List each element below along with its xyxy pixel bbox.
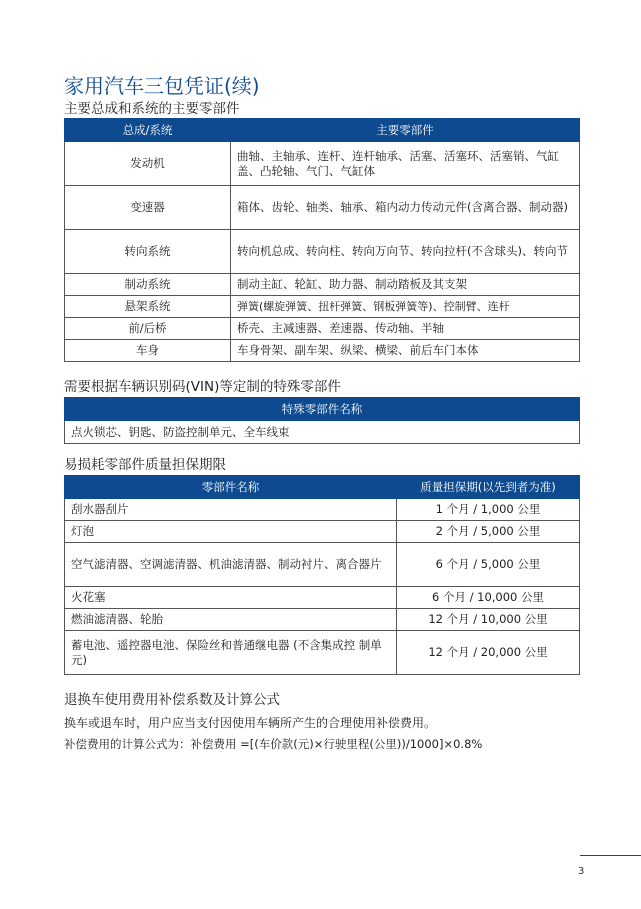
table-row <box>65 543 580 587</box>
system-cell: 悬架系统 <box>65 296 231 318</box>
parts-cell: 弹簧(螺旋弹簧、扭杆弹簧、钢板弹簧等)、控制臂、连杆 <box>231 296 580 318</box>
special-parts-table <box>64 397 580 444</box>
parts-cell: 制动主缸、轮缸、助力器、制动踏板及其支架 <box>231 274 580 296</box>
table-row <box>65 340 580 362</box>
part-name-cell: 蓄电池、遥控器电池、保险丝和普通继电器 (不含集成控 制单元) <box>65 631 397 675</box>
warranty-cell: 1 个月 / 1,000 公里 <box>397 499 580 521</box>
section-heading-main-parts: 主要总成和系统的主要零部件 <box>64 101 240 117</box>
column-header: 零部件名称 <box>65 476 397 499</box>
warranty-cell: 2 个月 / 5,000 公里 <box>397 521 580 543</box>
table-row <box>65 230 580 274</box>
parts-cell: 转向机总成、转向柱、转向万向节、转向拉杆(不含球头)、转向节 <box>231 230 580 274</box>
table-row <box>65 421 580 444</box>
part-name-cell: 刮水器刮片 <box>65 499 397 521</box>
table-row <box>65 521 580 543</box>
system-cell: 变速器 <box>65 186 231 230</box>
system-cell: 发动机 <box>65 142 231 186</box>
table-row <box>65 274 580 296</box>
system-cell: 前/后桥 <box>65 318 231 340</box>
column-header: 总成/系统 <box>65 119 231 142</box>
part-name-cell: 灯泡 <box>65 521 397 543</box>
table-row <box>65 318 580 340</box>
compensation-text: 换车或退车时，用户应当支付因使用车辆所产生的合理使用补偿费用。 <box>64 716 437 730</box>
column-header: 特殊零部件名称 <box>65 398 580 421</box>
table-row <box>65 609 580 631</box>
main-parts-table <box>64 118 580 362</box>
compensation-formula: 补偿费用的计算公式为：补偿费用 =[(车价款(元)×行驶里程(公里))/1000]×0.8% <box>64 737 483 751</box>
section-heading-compensation: 退换车使用费用补偿系数及计算公式 <box>64 692 280 708</box>
table-row <box>65 142 580 186</box>
table-row <box>65 499 580 521</box>
wear-parts-table <box>64 475 580 675</box>
section-heading-wear-parts: 易损耗零部件质量担保期限 <box>64 457 226 473</box>
table-row <box>65 587 580 609</box>
page-number: 3 <box>578 866 585 877</box>
table-row <box>65 631 580 675</box>
warranty-cell: 12 个月 / 20,000 公里 <box>397 631 580 675</box>
table-header-row <box>65 119 580 142</box>
table-header-row <box>65 398 580 421</box>
part-name-cell: 空气滤清器、空调滤清器、机油滤清器、制动衬片、离合器片 <box>65 543 397 587</box>
table-row <box>65 296 580 318</box>
part-name-cell: 火花塞 <box>65 587 397 609</box>
section-heading-special-parts: 需要根据车辆识别码(VIN)等定制的特殊零部件 <box>64 379 341 395</box>
warranty-cell: 12 个月 / 10,000 公里 <box>397 609 580 631</box>
special-parts-cell: 点火锁芯、钥匙、防盗控制单元、全车线束 <box>65 421 580 444</box>
footer-rule <box>580 855 641 856</box>
system-cell: 制动系统 <box>65 274 231 296</box>
column-header: 主要零部件 <box>231 119 580 142</box>
warranty-cell: 6 个月 / 10,000 公里 <box>397 587 580 609</box>
part-name-cell: 燃油滤清器、轮胎 <box>65 609 397 631</box>
parts-cell: 桥壳、主减速器、差速器、传动轴、半轴 <box>231 318 580 340</box>
parts-cell: 曲轴、主轴承、连杆、连杆轴承、活塞、活塞环、活塞销、气缸盖、凸轮轴、气门、气缸体 <box>231 142 580 186</box>
warranty-cell: 6 个月 / 5,000 公里 <box>397 543 580 587</box>
column-header: 质量担保期(以先到者为准) <box>397 476 580 499</box>
system-cell: 车身 <box>65 340 231 362</box>
system-cell: 转向系统 <box>65 230 231 274</box>
parts-cell: 车身骨架、副车架、纵梁、横梁、前后车门本体 <box>231 340 580 362</box>
table-header-row <box>65 476 580 499</box>
table-row <box>65 186 580 230</box>
page-title: 家用汽车三包凭证(续) <box>64 74 260 98</box>
parts-cell: 箱体、齿轮、轴类、轴承、箱内动力传动元件(含离合器、制动器) <box>231 186 580 230</box>
